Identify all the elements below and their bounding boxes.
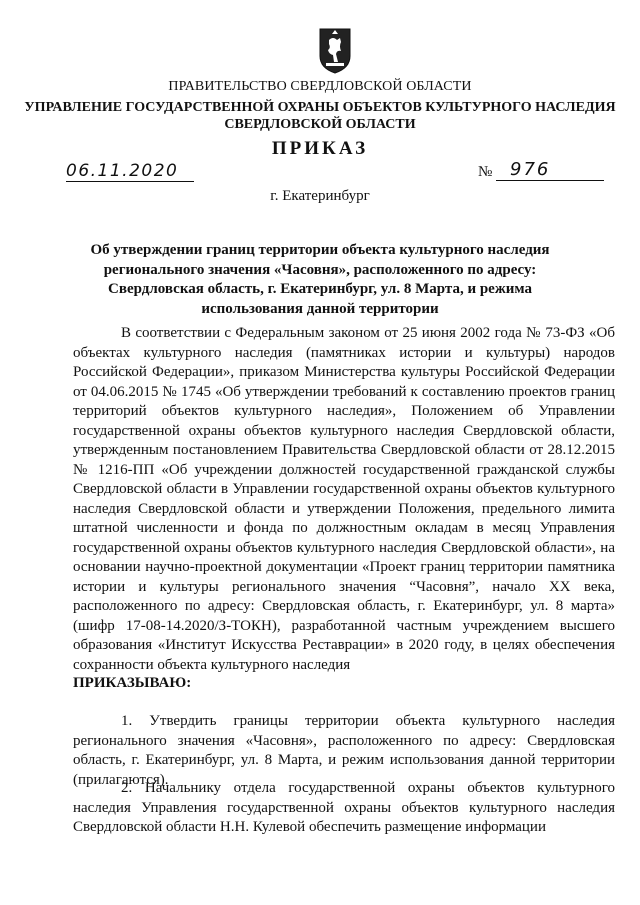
preamble-paragraph: В соответствии с Федеральным законом от 25 июня 2002 года № 73-ФЗ «Об объектах культурного наследия (памятниках истории и культуры) народов Российской Федерации», приказом Министерства культуры Российской Федерации от 04.06.2015 № 1745 «Об утверждении требований к составлению проектов границ территорий объектов культурного наследия», Положением об Управлении государственной охраны объектов культурного наследия Свердловской области, утвержденным постановлением Правительства Свердловской области от 28.12.2015 № 1216-ПП «Об учреждении должностей государственной гражданской службы Свердловской области в Управлении государственной охраны объектов культурного наследия Свердловской области и утверждении Положения, предельного лимита штатной численности и фонда по должностным окладам в месяц Управления государственной охраны объектов культурного наследия Свердловской области», на основании научно-проектной документации «Проект границ территории памятника истории и культуры регионального значения “Часовня”, начало XX века, расположенного по адресу: Свердловская область, г. Екатеринбург, ул. 8 марта» (шифр 17-08-14.2020/З-ТОКН), разработанной частным учреждением высшего образования «Институт Искусства Реставрации» в 2020 году, в целях обеспечения сохранности объекта культурного наследия (73, 325, 615, 673)
coat-of-arms-icon (318, 26, 352, 74)
order-number: 976 (496, 160, 604, 181)
order-date: 06.11.2020 (66, 162, 194, 182)
subject-line-1: Об утверждении границ территории объекта культурного наследия (90, 242, 550, 258)
order-subject (0, 241, 640, 319)
government-name: ПРАВИТЕЛЬСТВО СВЕРДЛОВСКОЙ ОБЛАСТИ (168, 79, 472, 94)
order-number-label: № (478, 164, 493, 180)
subject-line-3: Свердловская область, г. Екатеринбург, ул. 8 Марта, и режима (108, 281, 532, 297)
department-line-2: СВЕРДЛОВСКОЙ ОБЛАСТИ (224, 117, 416, 132)
department-name (0, 99, 640, 133)
order-item-1: 1. Утвердить границы территории объекта культурного наследия регионального значения «Часовня», расположенного по адресу: Свердловская область, г. Екатеринбург, ул. 8 Марта, и режим использования данной территории (прилагаются). (73, 713, 615, 788)
order-word: ПРИКАЗЫВАЮ: (73, 675, 192, 691)
subject-line-2: регионального значения «Часовня», расположенного по адресу: (103, 261, 537, 278)
department-line-1: УПРАВЛЕНИЕ ГОСУДАРСТВЕННОЙ ОХРАНЫ ОБЪЕКТОВ КУЛЬТУРНОГО НАСЛЕДИЯ (24, 100, 616, 115)
document-title: ПРИКАЗ (271, 138, 369, 159)
order-item-2: 2. Начальнику отдела государственной охраны объектов культурного наследия Управления государственной охраны объектов культурного наследия Свердловской области Н.Н. Кулевой обеспечить размещение информации (73, 780, 615, 835)
subject-line-4: использования данной территории (201, 300, 439, 317)
city: г. Екатеринбург (270, 188, 370, 204)
